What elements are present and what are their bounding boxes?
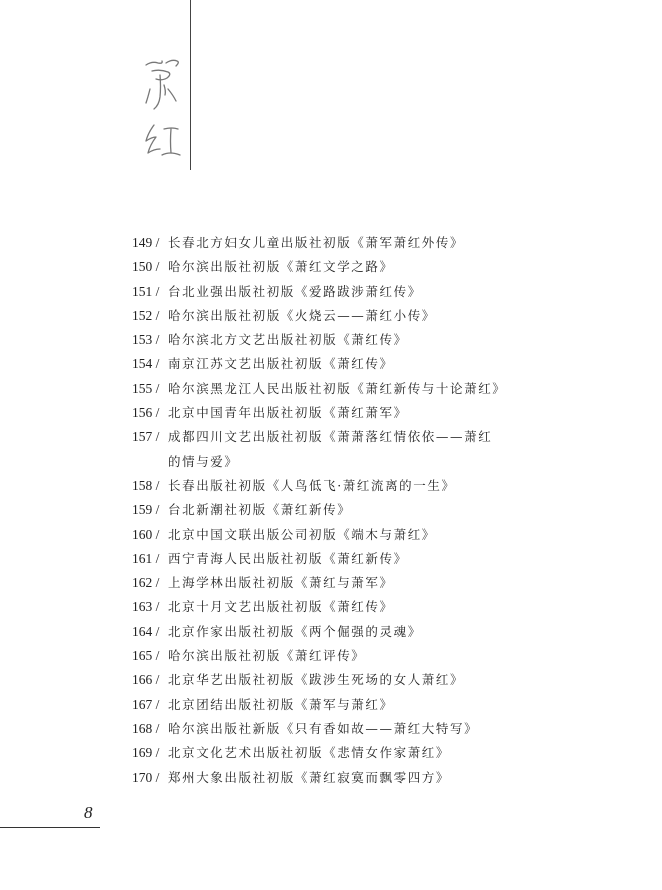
footer-rule <box>0 827 100 828</box>
entry-number: 158 / <box>132 477 160 493</box>
entry-text: 北京团结出版社初版《萧军与萧红》 <box>168 696 394 712</box>
list-item <box>132 571 552 595</box>
entry-text: 北京作家出版社初版《两个倔强的灵魂》 <box>168 623 422 639</box>
list-item <box>132 498 552 522</box>
entry-number: 150 / <box>132 259 160 275</box>
entry-text: 台北新潮社初版《萧红新传》 <box>168 502 352 518</box>
list-item <box>132 741 552 765</box>
list-item <box>132 717 552 741</box>
list-item <box>132 668 552 692</box>
entry-text: 台北业强出版社初版《爱路跋涉萧红传》 <box>168 283 422 299</box>
entry-number: 163 / <box>132 599 160 615</box>
entry-text: 上海学林出版社初版《萧红与萧军》 <box>168 575 394 591</box>
entry-number: 151 / <box>132 283 160 299</box>
entry-text: 长春北方妇女儿童出版社初版《萧军萧红外传》 <box>168 235 465 250</box>
entry-number: 157 / <box>132 429 160 445</box>
list-item <box>132 766 552 790</box>
list-item <box>132 474 552 498</box>
entry-text: 北京中国青年出版社初版《萧红萧军》 <box>168 405 408 421</box>
entry-number: 162 / <box>132 575 160 591</box>
entry-number: 155 / <box>132 380 160 396</box>
list-item <box>132 620 552 644</box>
list-item <box>132 401 552 425</box>
list-item <box>132 280 552 304</box>
entry-text: 北京华艺出版社初版《跋涉生死场的女人萧红》 <box>168 672 465 688</box>
page-number: 8 <box>84 803 93 822</box>
list-item <box>132 547 552 571</box>
entry-number: 161 / <box>132 550 160 566</box>
entry-number: 167 / <box>132 696 160 712</box>
entry-number: 160 / <box>132 526 160 542</box>
entry-text: 哈尔滨出版社初版《萧红评传》 <box>168 648 366 664</box>
entry-text-continuation: 的情与爱》 <box>168 453 239 469</box>
entry-number: 153 / <box>132 332 160 348</box>
entry-number: 156 / <box>132 405 160 421</box>
list-item <box>132 425 552 474</box>
entry-text: 哈尔滨出版社初版《火烧云——萧红小传》 <box>168 307 436 323</box>
entry-number: 149 / <box>132 235 160 250</box>
entry-text: 北京文化艺术出版社初版《悲情女作家萧红》 <box>168 745 451 761</box>
entry-text: 长春出版社初版《人鸟低飞·萧红流离的一生》 <box>168 477 456 493</box>
list-item <box>132 644 552 668</box>
entry-number: 169 / <box>132 745 160 761</box>
top-vertical-rule <box>190 0 191 170</box>
entry-number: 154 / <box>132 356 160 372</box>
list-item <box>132 231 552 255</box>
entry-text: 哈尔滨黑龙江人民出版社初版《萧红新传与十论萧红》 <box>168 380 507 396</box>
entry-text: 北京中国文联出版公司初版《端木与萧红》 <box>168 526 436 542</box>
entry-number: 168 / <box>132 720 160 736</box>
entry-text: 哈尔滨北方文艺出版社初版《萧红传》 <box>168 332 408 348</box>
list-item <box>132 352 552 376</box>
calligraphy-xiaohong-icon <box>140 45 186 170</box>
list-item <box>132 693 552 717</box>
entry-text: 郑州大象出版社初版《萧红寂寞而飘零四方》 <box>168 769 451 785</box>
list-item <box>132 304 552 328</box>
publication-list <box>132 231 552 790</box>
entry-number: 166 / <box>132 672 160 688</box>
entry-text: 西宁青海人民出版社初版《萧红新传》 <box>168 550 408 566</box>
entry-number: 159 / <box>132 502 160 518</box>
list-item <box>132 377 552 401</box>
entry-text: 北京十月文艺出版社初版《萧红传》 <box>168 599 394 615</box>
entry-text: 成都四川文艺出版社初版《萧萧落红情依依——萧红 <box>168 429 493 445</box>
list-item <box>132 255 552 279</box>
entry-number: 152 / <box>132 307 160 323</box>
entry-number: 170 / <box>132 769 160 785</box>
entry-text: 哈尔滨出版社新版《只有香如故——萧红大特写》 <box>168 720 479 736</box>
entry-text: 南京江苏文艺出版社初版《萧红传》 <box>168 356 394 372</box>
list-item <box>132 523 552 547</box>
entry-number: 165 / <box>132 648 160 664</box>
list-item <box>132 595 552 619</box>
entry-number: 164 / <box>132 623 160 639</box>
list-item <box>132 328 552 352</box>
entry-text: 哈尔滨出版社初版《萧红文学之路》 <box>168 259 394 275</box>
